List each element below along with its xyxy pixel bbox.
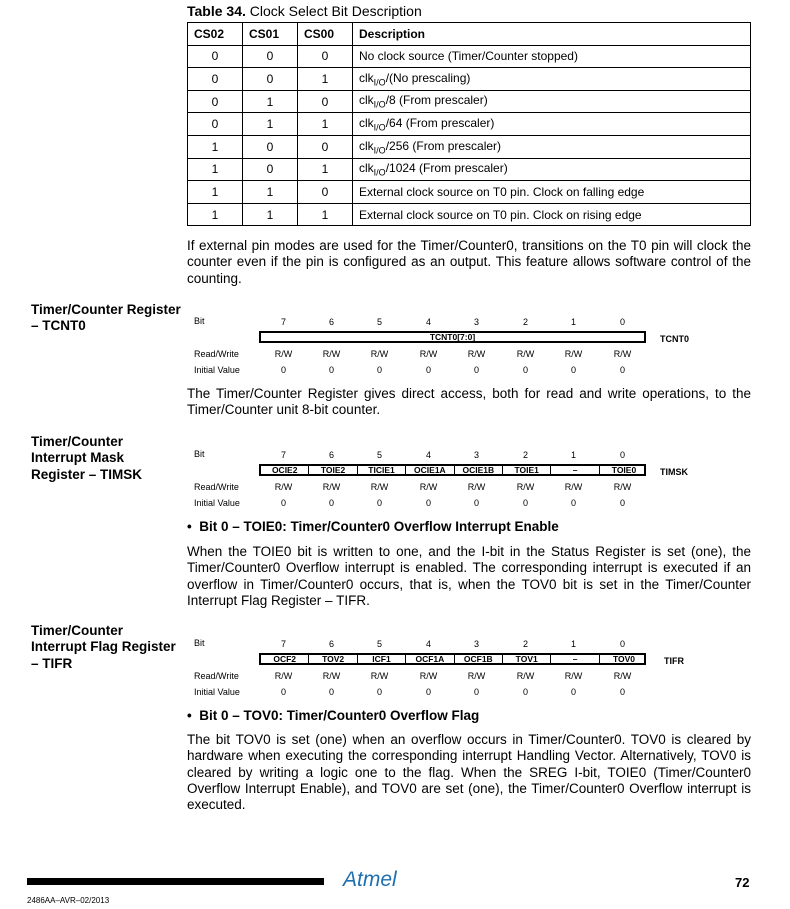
cell-cs00: 0 — [298, 135, 353, 158]
cell-cs01: 1 — [243, 203, 298, 226]
init-value: 0 — [570, 498, 576, 508]
register-name: TCNT0 — [660, 334, 689, 344]
bit-field: ICF1 — [358, 655, 406, 663]
cell-cs02: 0 — [188, 68, 243, 91]
init-row-label: Initial Value — [194, 365, 240, 375]
bit-number: 6 — [328, 317, 334, 327]
tifr-register-diagram — [0, 638, 790, 698]
bit-field: – — [551, 655, 599, 663]
bit-field: TOV1 — [503, 655, 551, 663]
bit-number: 3 — [473, 317, 479, 327]
cell-cs01: 0 — [243, 158, 298, 181]
bit-field: TICIE1 — [358, 466, 406, 474]
bit-number: 6 — [328, 450, 334, 460]
init-value: 0 — [619, 687, 625, 697]
cell-cs00: 0 — [298, 181, 353, 204]
toie0-paragraph: When the TOIE0 bit is written to one, and the I-bit in the Status Register is set (one), the Timer/Counter0 Overflow interrupt is enabled. The corresponding interrupt is executed if an overflow in Timer/Counter0 occurs, that is, when the TOV0 bit is set in the Timer/Counter Interrupt Flag Register – TIFR. — [187, 544, 751, 608]
clk-text: clk — [359, 161, 374, 176]
bit-field: OCF1A — [406, 655, 454, 663]
cell-cs00: 1 — [298, 68, 353, 91]
cell-cs00: 0 — [298, 90, 353, 113]
clk-text: clk — [359, 138, 374, 153]
cell-description — [353, 68, 751, 91]
tcnt0-register-diagram — [0, 316, 790, 376]
register-name: TIMSK — [660, 467, 688, 477]
clk-subscript: I/O — [373, 77, 386, 88]
bit-number: 3 — [473, 450, 479, 460]
bit-number: 0 — [619, 639, 625, 649]
bit-number: 7 — [280, 450, 286, 460]
table-row — [188, 68, 751, 91]
bit-field: OCF2 — [261, 655, 309, 663]
init-value: 0 — [619, 365, 625, 375]
init-value: 0 — [522, 498, 528, 508]
rw-value: R/W — [467, 482, 486, 492]
clk-subscript: I/O — [373, 144, 386, 155]
rw-value: R/W — [370, 482, 389, 492]
bit-row-label: Bit — [194, 638, 205, 648]
cell-description — [353, 113, 751, 136]
rw-value: R/W — [467, 349, 486, 359]
bit-number: 5 — [376, 450, 382, 460]
rw-value: R/W — [564, 482, 583, 492]
init-value: 0 — [280, 687, 286, 697]
prescale-text: /1024 (From prescaler) — [385, 161, 508, 176]
bit-number: 5 — [376, 639, 382, 649]
cell-cs01: 0 — [243, 68, 298, 91]
init-row-label: Initial Value — [194, 498, 240, 508]
atmel-logo: Atmel — [343, 868, 397, 891]
bit-field: – — [551, 466, 599, 474]
init-row-label: Initial Value — [194, 687, 240, 697]
init-value: 0 — [328, 365, 334, 375]
init-value: 0 — [425, 365, 431, 375]
rw-value: R/W — [613, 349, 632, 359]
tov0-bullet — [187, 708, 479, 723]
bit-number: 7 — [280, 317, 286, 327]
bit-field: OCIE1B — [455, 466, 503, 474]
bit-field: OCIE2 — [261, 466, 309, 474]
cell-description — [353, 135, 751, 158]
init-value: 0 — [376, 687, 382, 697]
cell-cs02: 1 — [188, 181, 243, 204]
bit-number: 1 — [570, 317, 576, 327]
table-row — [188, 45, 751, 68]
bit-field: TOIE0 — [611, 465, 637, 475]
init-value: 0 — [280, 365, 286, 375]
rw-row-label: Read/Write — [194, 349, 239, 359]
bullet-text: Bit 0 – TOV0: Timer/Counter0 Overflow Flag — [199, 708, 480, 723]
rw-value: R/W — [322, 482, 341, 492]
rw-value: R/W — [322, 349, 341, 359]
clk-subscript: I/O — [373, 122, 386, 133]
bit-field: OCF1B — [455, 655, 503, 663]
bit-number: 6 — [328, 639, 334, 649]
header-cs00: CS00 — [298, 23, 353, 46]
cell-cs02: 0 — [188, 90, 243, 113]
timsk-heading: Timer/Counter Interrupt Mask Register – TIMSK — [31, 434, 143, 482]
init-value: 0 — [570, 687, 576, 697]
bit-number: 3 — [473, 639, 479, 649]
rw-value: R/W — [467, 671, 486, 681]
rw-value: R/W — [516, 482, 535, 492]
bit-row-label: Bit — [194, 316, 205, 326]
table-row — [188, 135, 751, 158]
bit-row-label: Bit — [194, 449, 205, 459]
cell-cs01: 1 — [243, 181, 298, 204]
tcnt0-field: TCNT0[7:0] — [429, 332, 476, 342]
cell-description: External clock source on T0 pin. Clock on rising edge — [353, 203, 751, 226]
init-value: 0 — [522, 687, 528, 697]
rw-value: R/W — [274, 671, 293, 681]
bit-field: TOV0 — [612, 654, 636, 664]
clk-subscript: I/O — [373, 167, 386, 178]
cell-description: External clock source on T0 pin. Clock on falling edge — [353, 181, 751, 204]
cell-cs01: 0 — [243, 45, 298, 68]
init-value: 0 — [473, 498, 479, 508]
bit-number: 2 — [522, 450, 528, 460]
table-row — [188, 90, 751, 113]
cell-cs00: 0 — [298, 45, 353, 68]
init-value: 0 — [619, 498, 625, 508]
clock-select-table — [187, 22, 751, 226]
prescale-text: /(No prescaling) — [385, 70, 471, 85]
rw-value: R/W — [613, 482, 632, 492]
bit-number: 0 — [619, 317, 625, 327]
cell-cs02: 0 — [188, 113, 243, 136]
bit-number: 2 — [522, 317, 528, 327]
prescale-text: /256 (From prescaler) — [385, 138, 502, 153]
rw-value: R/W — [274, 349, 293, 359]
cell-cs02: 1 — [188, 203, 243, 226]
page-number: 72 — [735, 875, 750, 890]
table-row — [188, 181, 751, 204]
rw-value: R/W — [274, 482, 293, 492]
table-header-row — [188, 23, 751, 46]
prescale-text: /64 (From prescaler) — [385, 115, 495, 130]
bullet-text: Bit 0 – TOIE0: Timer/Counter0 Overflow Interrupt Enable — [199, 519, 559, 534]
table-caption-text: Clock Select Bit Description — [249, 3, 422, 19]
init-value: 0 — [570, 365, 576, 375]
init-value: 0 — [376, 365, 382, 375]
bit-number: 0 — [619, 450, 625, 460]
rw-row-label: Read/Write — [194, 671, 239, 681]
bullet-dot: • — [187, 519, 200, 534]
init-value: 0 — [473, 365, 479, 375]
init-value: 0 — [425, 687, 431, 697]
bit-number: 4 — [425, 450, 431, 460]
cell-cs02: 1 — [188, 158, 243, 181]
rw-value: R/W — [419, 349, 438, 359]
init-value: 0 — [328, 498, 334, 508]
tov0-paragraph: The bit TOV0 is set (one) when an overflow occurs in Timer/Counter0. TOV0 is cleared by hardware when executing the corresponding interrupt Handling Vector. Alternatively, TOV0 is cleared by writing a logic one to the flag. When the SREG I-bit, TOIE0 (Timer/Counter0 Overflow Interrupt Enable), and TOV0 are set (one), the Timer/Counter0 Overflow interrupt is executed. — [187, 732, 751, 813]
init-value: 0 — [425, 498, 431, 508]
table-row — [188, 158, 751, 181]
table-caption — [187, 3, 422, 19]
rw-value: R/W — [564, 671, 583, 681]
table-row — [188, 113, 751, 136]
bit-field: OCIE1A — [406, 466, 454, 474]
timsk-bit-box — [259, 464, 646, 476]
clk-text: clk — [359, 115, 374, 130]
prescale-text: /8 (From prescaler) — [385, 93, 488, 108]
toie0-bullet — [187, 519, 559, 534]
document-code: 2486AA–AVR–02/2013 — [27, 896, 110, 905]
rw-value: R/W — [419, 671, 438, 681]
rw-value: R/W — [613, 671, 632, 681]
clk-text: clk — [359, 70, 374, 85]
tcnt0-heading: Timer/Counter Register – TCNT0 — [31, 302, 181, 334]
rw-value: R/W — [322, 671, 341, 681]
rw-value: R/W — [516, 349, 535, 359]
init-value: 0 — [328, 687, 334, 697]
header-cs02: CS02 — [188, 23, 243, 46]
clk-text: clk — [359, 93, 374, 108]
cell-cs02: 0 — [188, 45, 243, 68]
tifr-bit-box — [259, 653, 646, 665]
bit-number: 1 — [570, 639, 576, 649]
tcnt0-paragraph: The Timer/Counter Register gives direct access, both for read and write operations, to the Timer/Counter unit 8-bit counter. — [187, 386, 751, 418]
cell-description — [353, 158, 751, 181]
cell-cs02: 1 — [188, 135, 243, 158]
bullet-dot: • — [187, 708, 200, 723]
register-name: TIFR — [664, 656, 684, 666]
bit-number: 1 — [570, 450, 576, 460]
cell-description: No clock source (Timer/Counter stopped) — [353, 45, 751, 68]
header-cs01: CS01 — [243, 23, 298, 46]
init-value: 0 — [280, 498, 286, 508]
init-value: 0 — [473, 687, 479, 697]
bit-number: 4 — [425, 639, 431, 649]
rw-value: R/W — [564, 349, 583, 359]
rw-value: R/W — [370, 671, 389, 681]
rw-value: R/W — [419, 482, 438, 492]
init-value: 0 — [522, 365, 528, 375]
external-pin-paragraph: If external pin modes are used for the Timer/Counter0, transitions on the T0 pin will clock the counter even if the pin is configured as an output. This feature allows software control of the counting. — [187, 238, 751, 286]
bit-field: TOIE2 — [309, 466, 357, 474]
tifr-heading: Timer/Counter Interrupt Flag Register – TIFR — [31, 623, 176, 671]
bit-number: 5 — [376, 317, 382, 327]
cell-cs00: 1 — [298, 158, 353, 181]
header-description: Description — [353, 23, 751, 46]
bit-field: TOV2 — [309, 655, 357, 663]
bit-field: TOIE1 — [503, 466, 551, 474]
bit-number: 2 — [522, 639, 528, 649]
table-row — [188, 203, 751, 226]
cell-cs00: 1 — [298, 113, 353, 136]
cell-cs00: 1 — [298, 203, 353, 226]
tcnt0-bit-box — [259, 331, 646, 343]
cell-cs01: 1 — [243, 113, 298, 136]
init-value: 0 — [376, 498, 382, 508]
clk-subscript: I/O — [373, 99, 386, 110]
rw-value: R/W — [370, 349, 389, 359]
cell-description — [353, 90, 751, 113]
bit-number: 7 — [280, 639, 286, 649]
table-caption-label: Table 34. — [187, 3, 246, 19]
timsk-register-diagram — [0, 449, 790, 509]
cell-cs01: 1 — [243, 90, 298, 113]
footer-rule — [27, 878, 324, 885]
rw-row-label: Read/Write — [194, 482, 239, 492]
cell-cs01: 0 — [243, 135, 298, 158]
bit-number: 4 — [425, 317, 431, 327]
rw-value: R/W — [516, 671, 535, 681]
